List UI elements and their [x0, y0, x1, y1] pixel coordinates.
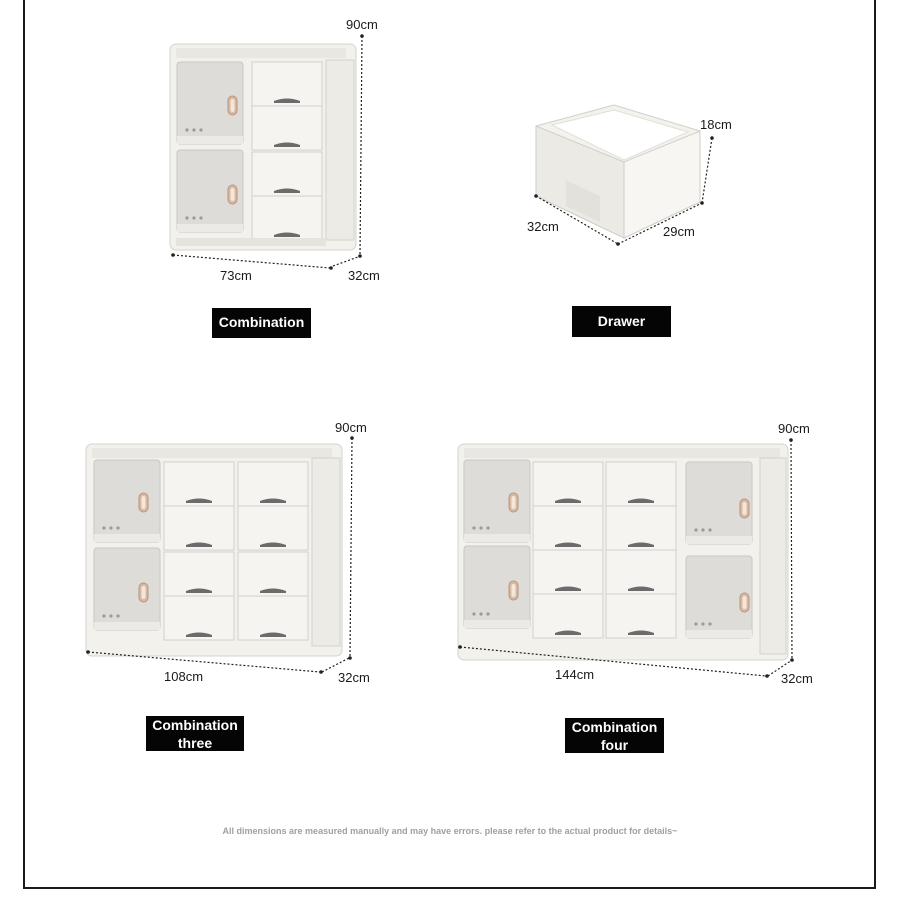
drawer-title-text: Drawer: [597, 313, 646, 329]
combination-four-title: [565, 718, 664, 753]
combination-four-title-line1: Combination: [571, 719, 658, 735]
combination-depth-label: 32cm: [348, 268, 380, 283]
combination-three-title: [146, 716, 244, 751]
dimensions-disclaimer: All dimensions are measured manually and may have errors. please refer to the actual product for details~: [222, 826, 678, 836]
drawer-depth-label: 29cm: [663, 224, 695, 239]
combination-three-width-label: 108cm: [164, 669, 204, 684]
combination-three-cabinet: [86, 444, 342, 656]
combination-height-label: 90cm: [346, 17, 378, 32]
combination-title-text: Combination: [218, 314, 305, 330]
combination-cabinet: [170, 44, 356, 250]
combination-four-width-label: 144cm: [555, 667, 595, 682]
combination-four-depth-label: 32cm: [781, 671, 813, 686]
drawer-height-label: 18cm: [700, 117, 732, 132]
combination-three-depth-label: 32cm: [338, 670, 370, 685]
combination-four-height-label: 90cm: [778, 421, 810, 436]
combination-three-height-label: 90cm: [335, 420, 367, 435]
drawer-title: [572, 306, 671, 337]
combination-four-title-line2: four: [600, 737, 629, 753]
combination-width-label: 73cm: [220, 268, 252, 283]
combination-title: [212, 308, 311, 338]
drawer-width-label: 32cm: [527, 219, 559, 234]
drawer-unit: [536, 105, 700, 238]
combination-four-cabinet: [458, 444, 788, 660]
combination-three-title-line1: Combination: [152, 717, 238, 733]
combination-three-title-line2: three: [177, 735, 213, 751]
